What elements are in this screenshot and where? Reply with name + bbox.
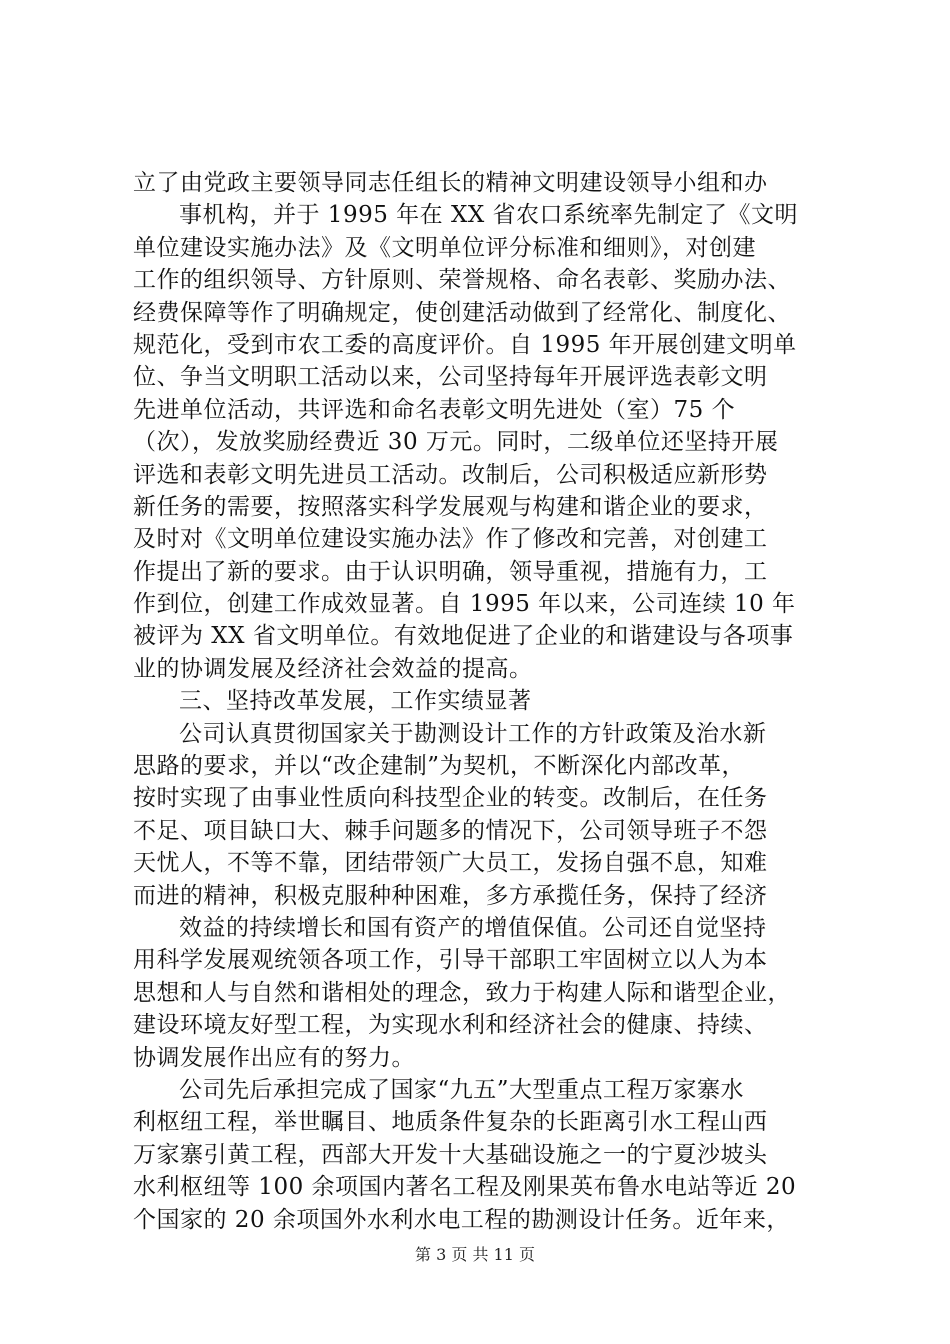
text-line: 被评为 XX 省文明单位。有效地促进了企业的和谐建设与各项事: [133, 623, 794, 650]
text-line: 思路的要求，并以“改企建制”为契机，不断深化内部改革，: [133, 753, 746, 780]
text-line: 公司认真贯彻国家关于勘测设计工作的方针政策及治水新: [179, 720, 767, 747]
text-line: 立了由党政主要领导同志任组长的精神文明建设领导小组和办: [133, 170, 768, 196]
text-line: 事机构，并于 1995 年在 XX 省农口系统率先制定了《文明: [179, 202, 799, 229]
text-line: （次），发放奖励经费近 30 万元。同时，二级单位还坚持开展: [133, 429, 779, 456]
text-line: 效益的持续增长和国有资产的增值保值。公司还自觉坚持: [179, 914, 767, 941]
page-number-label: 第 3 页 共 11 页: [415, 1245, 535, 1264]
text-line: 规范化，受到市农工委的高度评价。自 1995 年开展创建文明单: [133, 331, 797, 358]
text-line: 水利枢纽等 100 余项国内著名工程及刚果英布鲁水电站等近 20: [133, 1174, 797, 1201]
text-line: 作到位，创建工作成效显著。自 1995 年以来，公司连续 10 年: [133, 591, 796, 618]
text-line: 不足、项目缺口大、棘手问题多的情况下，公司领导班子不怨: [133, 817, 768, 844]
text-line: 新任务的需要，按照落实科学发展观与构建和谐企业的要求，: [133, 493, 768, 520]
text-line: 先进单位活动，共评选和命名表彰文明先进处（室）75 个: [133, 396, 736, 423]
text-line: 单位建设实施办法》及《文明单位评分标准和细则》，对创建: [133, 234, 756, 261]
text-line: 万家寨引黄工程，西部大开发十大基础设施之一的宁夏沙坡头: [133, 1141, 768, 1168]
text-line: 天忧人，不等不靠，团结带领广大员工，发扬自强不息，知难: [133, 850, 768, 877]
text-line: 按时实现了由事业性质向科技型企业的转变。改制后，在任务: [133, 785, 768, 812]
text-line: 公司先后承担完成了国家“九五”大型重点工程万家寨水: [179, 1076, 745, 1103]
text-line: 个国家的 20 余项国外水利水电工程的勘测设计任务。近年来，: [133, 1206, 790, 1233]
text-line: 业的协调发展及经济社会效益的提高。: [133, 655, 533, 682]
section-heading: 三、坚持改革发展，工作实绩显著: [179, 688, 532, 715]
text-line: 用科学发展观统领各项工作，引导干部职工牢固树立以人为本: [133, 947, 768, 974]
text-line: 位、争当文明职工活动以来，公司坚持每年开展评选表彰文明: [133, 364, 768, 391]
text-line: 建设环境友好型工程，为实现水利和经济社会的健康、持续、: [133, 1012, 768, 1039]
text-line: 思想和人与自然和谐相处的理念，致力于构建人际和谐型企业，: [133, 979, 791, 1006]
body-text: [133, 167, 823, 1236]
page-footer: [0, 1242, 950, 1265]
text-line: 而进的精神，积极克服种种困难，多方承揽任务，保持了经济: [133, 882, 768, 909]
text-line: 利枢纽工程，举世瞩目、地质条件复杂的长距离引水工程山西: [133, 1109, 768, 1136]
text-line: 评选和表彰文明先进员工活动。改制后，公司积极适应新形势: [133, 461, 768, 488]
text-line: 及时对《文明单位建设实施办法》作了修改和完善，对创建工: [133, 526, 768, 553]
text-line: 协调发展作出应有的努力。: [133, 1044, 415, 1071]
text-line: 作提出了新的要求。由于认识明确，领导重视，措施有力，工: [133, 558, 768, 585]
text-line: 工作的组织领导、方针原则、荣誉规格、命名表彰、奖励办法、: [133, 267, 791, 294]
text-line: 经费保障等作了明确规定，使创建活动做到了经常化、制度化、: [133, 299, 791, 326]
